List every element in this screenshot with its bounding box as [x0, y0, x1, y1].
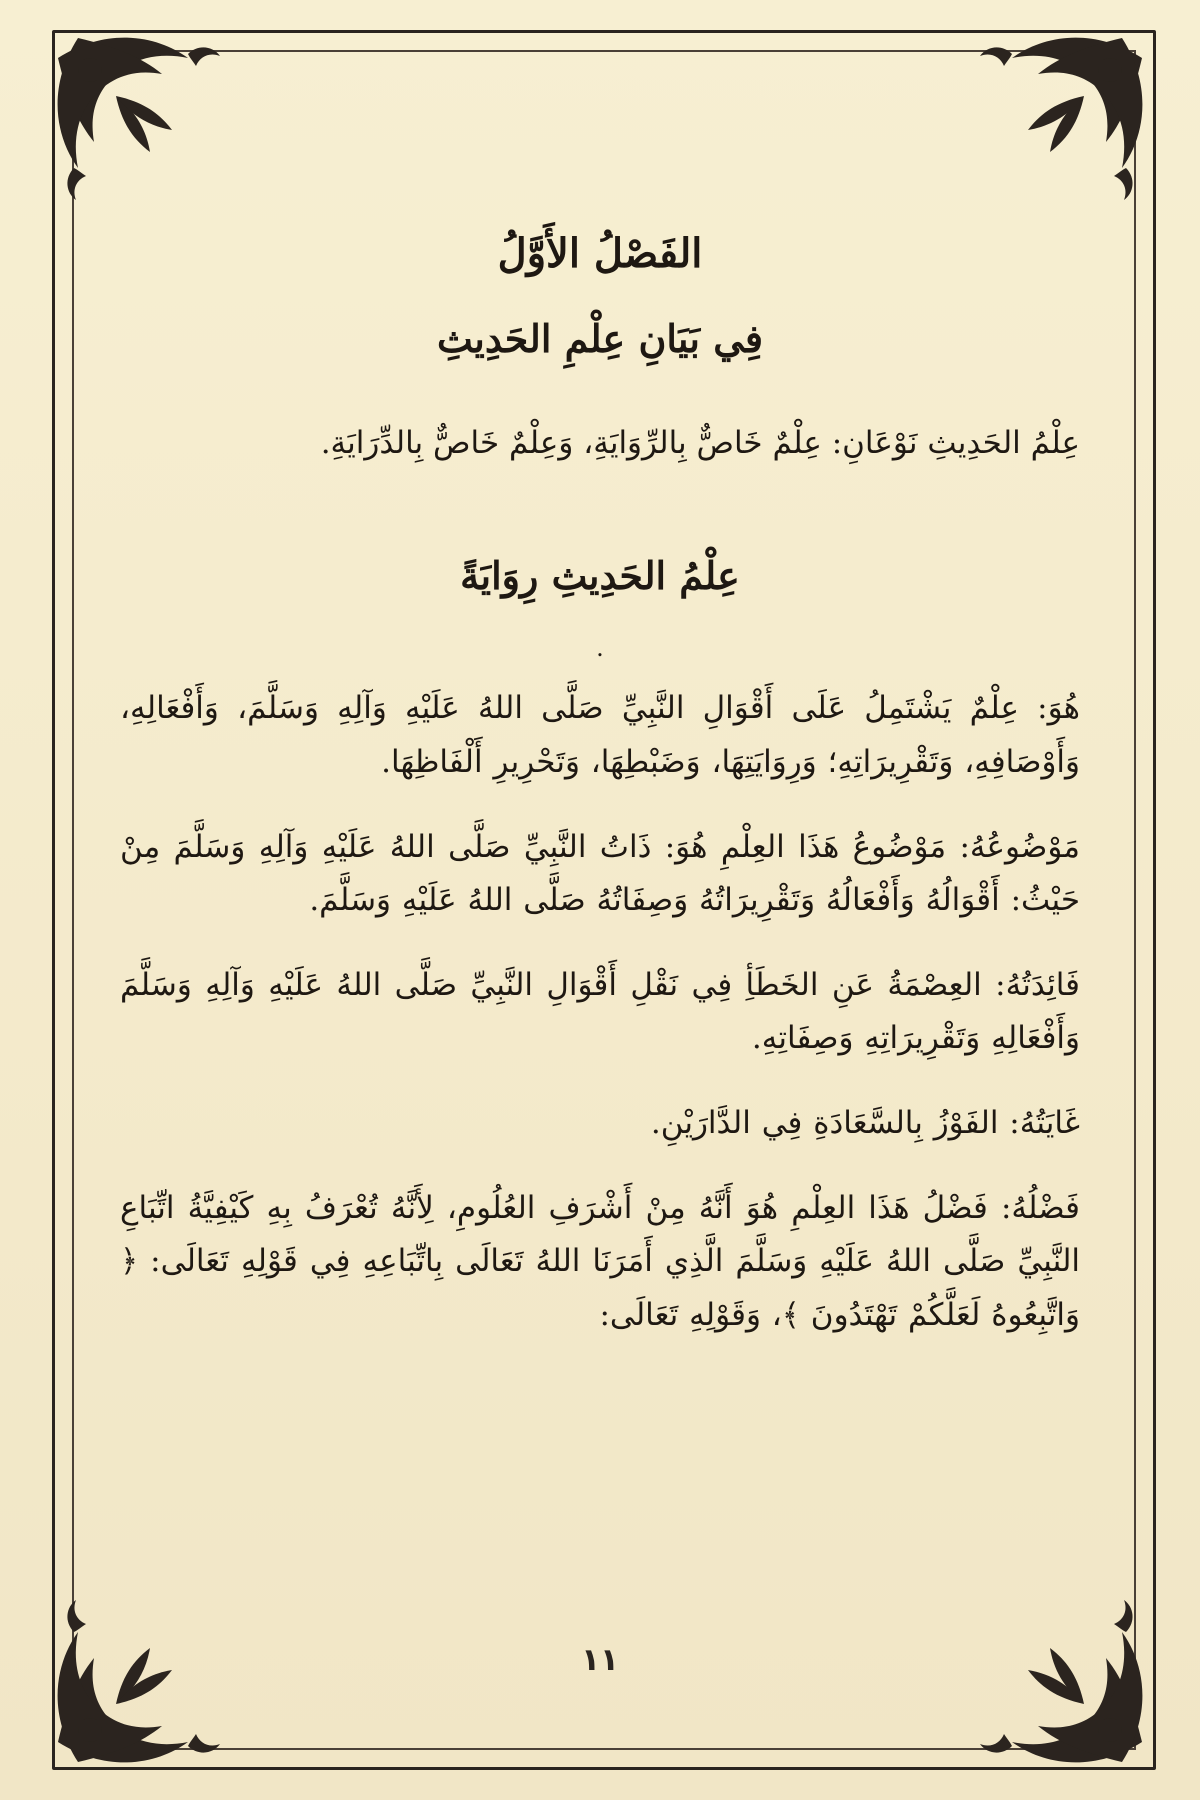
chapter-title: الفَصْلُ الأَوَّلُ — [497, 230, 703, 277]
chapter-subtitle: فِي بَيَانِ عِلْمِ الحَدِيثِ — [436, 316, 764, 361]
definition-paragraph: هُوَ: عِلْمٌ يَشْتَمِلُ عَلَى أَقْوَالِ النَّبِيِّ صَلَّى اللهُ عَلَيْهِ وَآلِهِ وَسَلَّمَ، وَأَفْعَالِهِ، وَأَوْصَافِهِ، وَتَقْرِيرَاتِهِ؛ وَرِوَايَتِهَا، وَضَبْطِهَا، وَتَحْرِيرِ أَلْفَاظِهَا. — [120, 690, 1080, 780]
ornament-corner-top-left-icon — [38, 18, 248, 228]
page-content — [120, 230, 1080, 1590]
goal-paragraph: غَايَتُهُ: الفَوْزُ بِالسَّعَادَةِ فِي الدَّارَيْنِ. — [650, 1105, 1080, 1142]
section-dot: . — [596, 634, 604, 663]
ornament-corner-top-right-icon — [952, 18, 1162, 228]
merit-paragraph: فَضْلُهُ: فَضْلُ هَذَا العِلْمِ هُوَ أَنَّهُ مِنْ أَشْرَفِ العُلُومِ، لِأَنَّهُ تُعْرَفُ بِهِ كَيْفِيَّةُ اتِّبَاعِ النَّبِيِّ صَلَّى اللهُ عَلَيْهِ وَسَلَّمَ الَّذِي أَمَرَنَا اللهُ تَعَالَى بِاتِّبَاعِهِ فِي قَوْلِهِ تَعَالَى: ﴿ وَاتَّبِعُوهُ لَعَلَّكُمْ تَهْتَدُونَ ﴾، وَقَوْلِهِ تَعَالَى: — [120, 1189, 1080, 1333]
page-number: ١١ — [581, 1642, 619, 1678]
section-title: عِلْمُ الحَدِيثِ رِوَايَةً — [460, 552, 740, 598]
intro-paragraph: عِلْمُ الحَدِيثِ نَوْعَانِ: عِلْمٌ خَاصٌّ بِالرِّوَايَةِ، وَعِلْمٌ خَاصٌّ بِالدِّرَايَةِ. — [320, 424, 1080, 461]
subject-paragraph: مَوْضُوعُهُ: مَوْضُوعُ هَذَا العِلْمِ هُوَ: ذَاتُ النَّبِيِّ صَلَّى اللهُ عَلَيْهِ وَآلِهِ وَسَلَّمَ مِنْ حَيْثُ: أَقْوَالُهُ وَأَفْعَالُهُ وَتَقْرِيرَاتُهُ وَصِفَاتُهُ صَلَّى اللهُ عَلَيْهِ وَسَلَّمَ. — [120, 828, 1080, 919]
benefit-paragraph: فَائِدَتُهُ: العِصْمَةُ عَنِ الخَطَأِ فِي نَقْلِ أَقْوَالِ النَّبِيِّ صَلَّى اللهُ عَلَيْهِ وَآلِهِ وَسَلَّمَ وَأَفْعَالِهِ وَتَقْرِيرَاتِهِ وَصِفَاتِهِ. — [120, 966, 1080, 1057]
